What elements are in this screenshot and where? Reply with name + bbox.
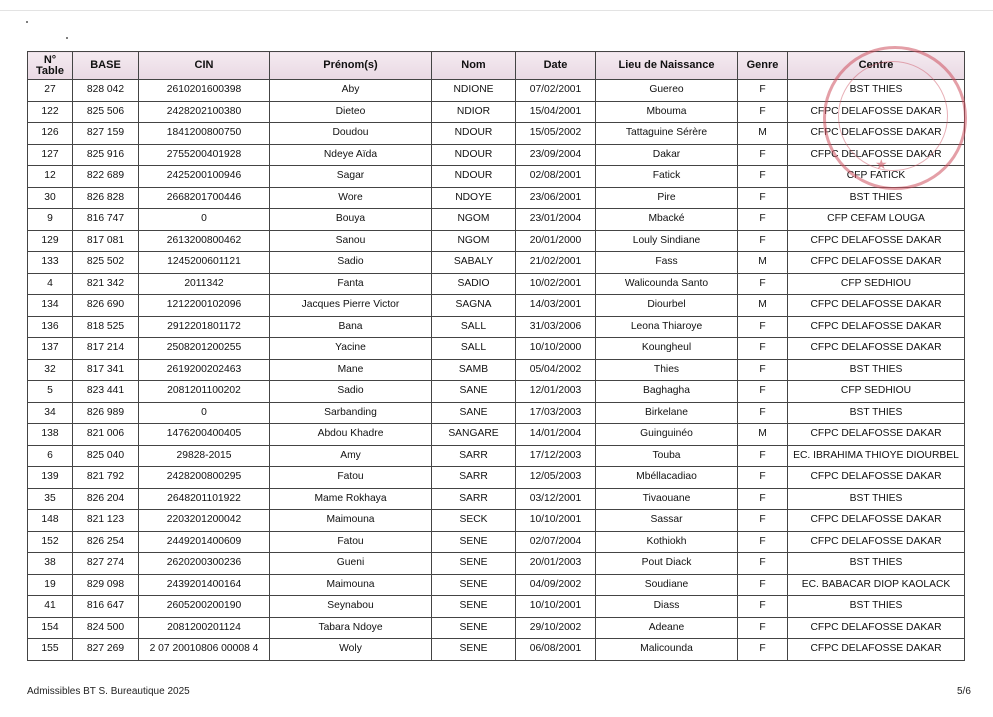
genre-cell: F	[738, 273, 788, 295]
prenom-cell: Amy	[270, 445, 432, 467]
nom-cell: SABALY	[432, 252, 516, 274]
table-number-cell: 38	[28, 553, 73, 575]
centre-cell: CFPC DELAFOSSE DAKAR	[788, 144, 965, 166]
genre-cell: F	[738, 553, 788, 575]
genre-cell: F	[738, 617, 788, 639]
date-cell: 02/07/2004	[516, 531, 596, 553]
base-cell: 827 159	[73, 123, 139, 145]
base-cell: 817 081	[73, 230, 139, 252]
lieu-naissance-cell: Birkelane	[596, 402, 738, 424]
date-cell: 15/04/2001	[516, 101, 596, 123]
table-number-cell: 127	[28, 144, 73, 166]
table-row	[28, 467, 965, 489]
table-row	[28, 316, 965, 338]
lieu-naissance-cell: Guereo	[596, 80, 738, 102]
table-row	[28, 553, 965, 575]
date-cell: 05/04/2002	[516, 359, 596, 381]
nom-cell: SALL	[432, 338, 516, 360]
prenom-cell: Sagar	[270, 166, 432, 188]
cin-cell: 1245200601121	[139, 252, 270, 274]
date-cell: 12/05/2003	[516, 467, 596, 489]
nom-cell: SENE	[432, 574, 516, 596]
admissibles-table	[27, 51, 965, 661]
base-cell: 825 916	[73, 144, 139, 166]
header-col-prenoms: Prénom(s)	[270, 52, 432, 80]
table-number-cell: 12	[28, 166, 73, 188]
table-row	[28, 445, 965, 467]
genre-cell: F	[738, 467, 788, 489]
table-number-cell: 19	[28, 574, 73, 596]
base-cell: 826 989	[73, 402, 139, 424]
date-cell: 12/01/2003	[516, 381, 596, 403]
genre-cell: F	[738, 80, 788, 102]
date-cell: 17/12/2003	[516, 445, 596, 467]
table-row	[28, 359, 965, 381]
cin-cell: 2 07 20010806 00008 4	[139, 639, 270, 661]
nom-cell: NDOUR	[432, 166, 516, 188]
date-cell: 15/05/2002	[516, 123, 596, 145]
centre-cell: EC. IBRAHIMA THIOYE DIOURBEL	[788, 445, 965, 467]
lieu-naissance-cell: Kothiokh	[596, 531, 738, 553]
table-number-cell: 6	[28, 445, 73, 467]
table-row	[28, 209, 965, 231]
centre-cell: CFPC DELAFOSSE DAKAR	[788, 510, 965, 532]
centre-cell: BST THIES	[788, 596, 965, 618]
cin-cell: 2081201100202	[139, 381, 270, 403]
genre-cell: M	[738, 295, 788, 317]
nom-cell: SENE	[432, 617, 516, 639]
genre-cell: M	[738, 123, 788, 145]
table-row	[28, 295, 965, 317]
cin-cell: 2610201600398	[139, 80, 270, 102]
centre-cell: CFP FATICK	[788, 166, 965, 188]
date-cell: 23/01/2004	[516, 209, 596, 231]
lieu-naissance-cell: Pire	[596, 187, 738, 209]
genre-cell: F	[738, 187, 788, 209]
centre-cell: BST THIES	[788, 187, 965, 209]
cin-cell: 2620200300236	[139, 553, 270, 575]
table-number-cell: 136	[28, 316, 73, 338]
base-cell: 828 042	[73, 80, 139, 102]
scan-speck	[66, 37, 68, 39]
date-cell: 10/10/2000	[516, 338, 596, 360]
lieu-naissance-cell: Louly Sindiane	[596, 230, 738, 252]
lieu-naissance-cell: Thies	[596, 359, 738, 381]
prenom-cell: Aby	[270, 80, 432, 102]
lieu-naissance-cell: Tattaguine Sérère	[596, 123, 738, 145]
table-number-cell: 138	[28, 424, 73, 446]
date-cell: 07/02/2001	[516, 80, 596, 102]
lieu-naissance-cell: Soudiane	[596, 574, 738, 596]
table-number-cell: 154	[28, 617, 73, 639]
table-number-cell: 126	[28, 123, 73, 145]
base-cell: 824 500	[73, 617, 139, 639]
nom-cell: SAMB	[432, 359, 516, 381]
cin-cell: 2203201200042	[139, 510, 270, 532]
table-row	[28, 488, 965, 510]
nom-cell: SARR	[432, 445, 516, 467]
cin-cell: 2449201400609	[139, 531, 270, 553]
base-cell: 825 506	[73, 101, 139, 123]
header-col-centre: Centre	[788, 52, 965, 80]
centre-cell: BST THIES	[788, 359, 965, 381]
prenom-cell: Sanou	[270, 230, 432, 252]
nom-cell: SENE	[432, 531, 516, 553]
nom-cell: SAGNA	[432, 295, 516, 317]
table-header	[28, 52, 965, 80]
table-number-cell: 148	[28, 510, 73, 532]
date-cell: 02/08/2001	[516, 166, 596, 188]
base-cell: 825 502	[73, 252, 139, 274]
lieu-naissance-cell: Adeane	[596, 617, 738, 639]
genre-cell: F	[738, 445, 788, 467]
cin-cell: 2912201801172	[139, 316, 270, 338]
genre-cell: F	[738, 209, 788, 231]
header-col-nom: Nom	[432, 52, 516, 80]
genre-cell: F	[738, 316, 788, 338]
lieu-naissance-cell: Leona Thiaroye	[596, 316, 738, 338]
prenom-cell: Doudou	[270, 123, 432, 145]
nom-cell: NDOUR	[432, 144, 516, 166]
lieu-naissance-cell: Sassar	[596, 510, 738, 532]
cin-cell: 0	[139, 402, 270, 424]
prenom-cell: Sadio	[270, 252, 432, 274]
lieu-naissance-cell: Walicounda Santo	[596, 273, 738, 295]
genre-cell: F	[738, 338, 788, 360]
date-cell: 21/02/2001	[516, 252, 596, 274]
lieu-naissance-cell: Guinguinéo	[596, 424, 738, 446]
table-number-cell: 152	[28, 531, 73, 553]
cin-cell: 2613200800462	[139, 230, 270, 252]
centre-cell: BST THIES	[788, 553, 965, 575]
prenom-cell: Bouya	[270, 209, 432, 231]
nom-cell: SARR	[432, 467, 516, 489]
table-number-cell: 4	[28, 273, 73, 295]
prenom-cell: Sarbanding	[270, 402, 432, 424]
cin-cell: 2648201101922	[139, 488, 270, 510]
centre-cell: CFPC DELAFOSSE DAKAR	[788, 531, 965, 553]
table-row	[28, 596, 965, 618]
base-cell: 821 342	[73, 273, 139, 295]
prenom-cell: Fatou	[270, 467, 432, 489]
table-row	[28, 144, 965, 166]
date-cell: 04/09/2002	[516, 574, 596, 596]
cin-cell: 2428200800295	[139, 467, 270, 489]
table-row	[28, 381, 965, 403]
genre-cell: M	[738, 424, 788, 446]
date-cell: 10/10/2001	[516, 510, 596, 532]
base-cell: 826 690	[73, 295, 139, 317]
table-number-cell: 137	[28, 338, 73, 360]
page-top-edge	[0, 10, 993, 11]
prenom-cell: Mane	[270, 359, 432, 381]
base-cell: 825 040	[73, 445, 139, 467]
table-row	[28, 123, 965, 145]
base-cell: 826 254	[73, 531, 139, 553]
lieu-naissance-cell: Baghagha	[596, 381, 738, 403]
genre-cell: F	[738, 574, 788, 596]
table-row	[28, 617, 965, 639]
genre-cell: F	[738, 381, 788, 403]
date-cell: 03/12/2001	[516, 488, 596, 510]
date-cell: 14/03/2001	[516, 295, 596, 317]
table-row	[28, 402, 965, 424]
base-cell: 817 341	[73, 359, 139, 381]
nom-cell: SADIO	[432, 273, 516, 295]
prenom-cell: Seynabou	[270, 596, 432, 618]
lieu-naissance-cell: Fatick	[596, 166, 738, 188]
centre-cell: CFPC DELAFOSSE DAKAR	[788, 467, 965, 489]
cin-cell: 2439201400164	[139, 574, 270, 596]
centre-cell: CFPC DELAFOSSE DAKAR	[788, 230, 965, 252]
table-number-cell: 139	[28, 467, 73, 489]
date-cell: 17/03/2003	[516, 402, 596, 424]
prenom-cell: Dieteo	[270, 101, 432, 123]
lieu-naissance-cell: Mbéllacadiao	[596, 467, 738, 489]
lieu-naissance-cell: Diourbel	[596, 295, 738, 317]
nom-cell: SENE	[432, 596, 516, 618]
table-row	[28, 166, 965, 188]
nom-cell: NDOUR	[432, 123, 516, 145]
genre-cell: F	[738, 488, 788, 510]
header-col-cin: CIN	[139, 52, 270, 80]
centre-cell: BST THIES	[788, 402, 965, 424]
centre-cell: CFPC DELAFOSSE DAKAR	[788, 101, 965, 123]
base-cell: 817 214	[73, 338, 139, 360]
date-cell: 31/03/2006	[516, 316, 596, 338]
lieu-naissance-cell: Fass	[596, 252, 738, 274]
stamp-star-icon: ★	[875, 156, 888, 172]
cin-cell: 2508201200255	[139, 338, 270, 360]
table-row	[28, 338, 965, 360]
genre-cell: F	[738, 230, 788, 252]
genre-cell: M	[738, 252, 788, 274]
centre-cell: CFP SEDHIOU	[788, 273, 965, 295]
table-number-cell: 122	[28, 101, 73, 123]
table-number-cell: 129	[28, 230, 73, 252]
date-cell: 10/02/2001	[516, 273, 596, 295]
date-cell: 10/10/2001	[516, 596, 596, 618]
date-cell: 14/01/2004	[516, 424, 596, 446]
centre-cell: CFPC DELAFOSSE DAKAR	[788, 316, 965, 338]
cin-cell: 1476200400405	[139, 424, 270, 446]
genre-cell: F	[738, 596, 788, 618]
cin-cell: 2425200100946	[139, 166, 270, 188]
nom-cell: NDIONE	[432, 80, 516, 102]
date-cell: 23/06/2001	[516, 187, 596, 209]
genre-cell: F	[738, 639, 788, 661]
footer-document-title: Admissibles BT S. Bureautique 2025	[27, 686, 190, 697]
table-row	[28, 424, 965, 446]
table-number-cell: 27	[28, 80, 73, 102]
prenom-cell: Jacques Pierre Victor	[270, 295, 432, 317]
nom-cell: NGOM	[432, 230, 516, 252]
table-number-cell: 35	[28, 488, 73, 510]
prenom-cell: Woly	[270, 639, 432, 661]
centre-cell: CFPC DELAFOSSE DAKAR	[788, 123, 965, 145]
cin-cell: 2428202100380	[139, 101, 270, 123]
table-row	[28, 510, 965, 532]
centre-cell: EC. BABACAR DIOP KAOLACK	[788, 574, 965, 596]
table-row	[28, 101, 965, 123]
footer-page-number: 5/6	[957, 686, 971, 697]
centre-cell: CFPC DELAFOSSE DAKAR	[788, 295, 965, 317]
nom-cell: SARR	[432, 488, 516, 510]
genre-cell: F	[738, 101, 788, 123]
base-cell: 829 098	[73, 574, 139, 596]
table-row	[28, 230, 965, 252]
prenom-cell: Yacine	[270, 338, 432, 360]
header-row	[28, 52, 965, 80]
base-cell: 826 204	[73, 488, 139, 510]
table-number-cell: 41	[28, 596, 73, 618]
header-col-date: Date	[516, 52, 596, 80]
base-cell: 821 792	[73, 467, 139, 489]
date-cell: 20/01/2000	[516, 230, 596, 252]
prenom-cell: Tabara Ndoye	[270, 617, 432, 639]
prenom-cell: Bana	[270, 316, 432, 338]
cin-cell: 29828-2015	[139, 445, 270, 467]
base-cell: 816 747	[73, 209, 139, 231]
centre-cell: CFP SEDHIOU	[788, 381, 965, 403]
nom-cell: SANGARE	[432, 424, 516, 446]
table-row	[28, 187, 965, 209]
cin-cell: 2668201700446	[139, 187, 270, 209]
nom-cell: SENE	[432, 639, 516, 661]
base-cell: 823 441	[73, 381, 139, 403]
date-cell: 23/09/2004	[516, 144, 596, 166]
cin-cell: 1212200102096	[139, 295, 270, 317]
base-cell: 818 525	[73, 316, 139, 338]
lieu-naissance-cell: Dakar	[596, 144, 738, 166]
cin-cell: 2619200202463	[139, 359, 270, 381]
genre-cell: F	[738, 359, 788, 381]
header-col-lieu-naissance: Lieu de Naissance	[596, 52, 738, 80]
lieu-naissance-cell: Tivaouane	[596, 488, 738, 510]
cin-cell: 2755200401928	[139, 144, 270, 166]
table-number-cell: 30	[28, 187, 73, 209]
genre-cell: F	[738, 531, 788, 553]
prenom-cell: Sadio	[270, 381, 432, 403]
nom-cell: SECK	[432, 510, 516, 532]
base-cell: 816 647	[73, 596, 139, 618]
centre-cell: CFPC DELAFOSSE DAKAR	[788, 252, 965, 274]
lieu-naissance-cell: Pout Diack	[596, 553, 738, 575]
date-cell: 20/01/2003	[516, 553, 596, 575]
base-cell: 821 006	[73, 424, 139, 446]
table-number-cell: 9	[28, 209, 73, 231]
table-row	[28, 531, 965, 553]
table-row	[28, 80, 965, 102]
scan-speck	[26, 21, 28, 23]
header-col-base: BASE	[73, 52, 139, 80]
table-number-cell: 32	[28, 359, 73, 381]
lieu-naissance-cell: Mbouma	[596, 101, 738, 123]
base-cell: 821 123	[73, 510, 139, 532]
lieu-naissance-cell: Malicounda	[596, 639, 738, 661]
cin-cell: 2011342	[139, 273, 270, 295]
date-cell: 29/10/2002	[516, 617, 596, 639]
genre-cell: F	[738, 402, 788, 424]
base-cell: 822 689	[73, 166, 139, 188]
date-cell: 06/08/2001	[516, 639, 596, 661]
table-number-cell: 155	[28, 639, 73, 661]
centre-cell: BST THIES	[788, 80, 965, 102]
lieu-naissance-cell: Koungheul	[596, 338, 738, 360]
prenom-cell: Fanta	[270, 273, 432, 295]
nom-cell: SANE	[432, 381, 516, 403]
cin-cell: 2605200200190	[139, 596, 270, 618]
centre-cell: CFPC DELAFOSSE DAKAR	[788, 639, 965, 661]
nom-cell: SALL	[432, 316, 516, 338]
nom-cell: SANE	[432, 402, 516, 424]
genre-cell: F	[738, 166, 788, 188]
nom-cell: NDIOR	[432, 101, 516, 123]
table-row	[28, 574, 965, 596]
prenom-cell: Maimouna	[270, 510, 432, 532]
table-row	[28, 273, 965, 295]
nom-cell: NDOYE	[432, 187, 516, 209]
lieu-naissance-cell: Mbacké	[596, 209, 738, 231]
prenom-cell: Abdou Khadre	[270, 424, 432, 446]
lieu-naissance-cell: Diass	[596, 596, 738, 618]
cin-cell: 1841200800750	[139, 123, 270, 145]
lieu-naissance-cell: Touba	[596, 445, 738, 467]
centre-cell: BST THIES	[788, 488, 965, 510]
table-row	[28, 252, 965, 274]
centre-cell: CFPC DELAFOSSE DAKAR	[788, 617, 965, 639]
base-cell: 827 274	[73, 553, 139, 575]
prenom-cell: Gueni	[270, 553, 432, 575]
prenom-cell: Wore	[270, 187, 432, 209]
table-number-cell: 34	[28, 402, 73, 424]
centre-cell: CFPC DELAFOSSE DAKAR	[788, 424, 965, 446]
base-cell: 827 269	[73, 639, 139, 661]
prenom-cell: Ndeye Aïda	[270, 144, 432, 166]
centre-cell: CFPC DELAFOSSE DAKAR	[788, 338, 965, 360]
header-col-table-number: N° Table	[28, 52, 73, 80]
table-number-cell: 133	[28, 252, 73, 274]
base-cell: 826 828	[73, 187, 139, 209]
header-col-genre: Genre	[738, 52, 788, 80]
nom-cell: SENE	[432, 553, 516, 575]
table-number-cell: 5	[28, 381, 73, 403]
prenom-cell: Fatou	[270, 531, 432, 553]
table-number-cell: 134	[28, 295, 73, 317]
cin-cell: 2081200201124	[139, 617, 270, 639]
prenom-cell: Mame Rokhaya	[270, 488, 432, 510]
nom-cell: NGOM	[432, 209, 516, 231]
table-row	[28, 639, 965, 661]
table-body	[28, 80, 965, 661]
genre-cell: F	[738, 144, 788, 166]
prenom-cell: Maimouna	[270, 574, 432, 596]
cin-cell: 0	[139, 209, 270, 231]
genre-cell: F	[738, 510, 788, 532]
centre-cell: CFP CEFAM LOUGA	[788, 209, 965, 231]
